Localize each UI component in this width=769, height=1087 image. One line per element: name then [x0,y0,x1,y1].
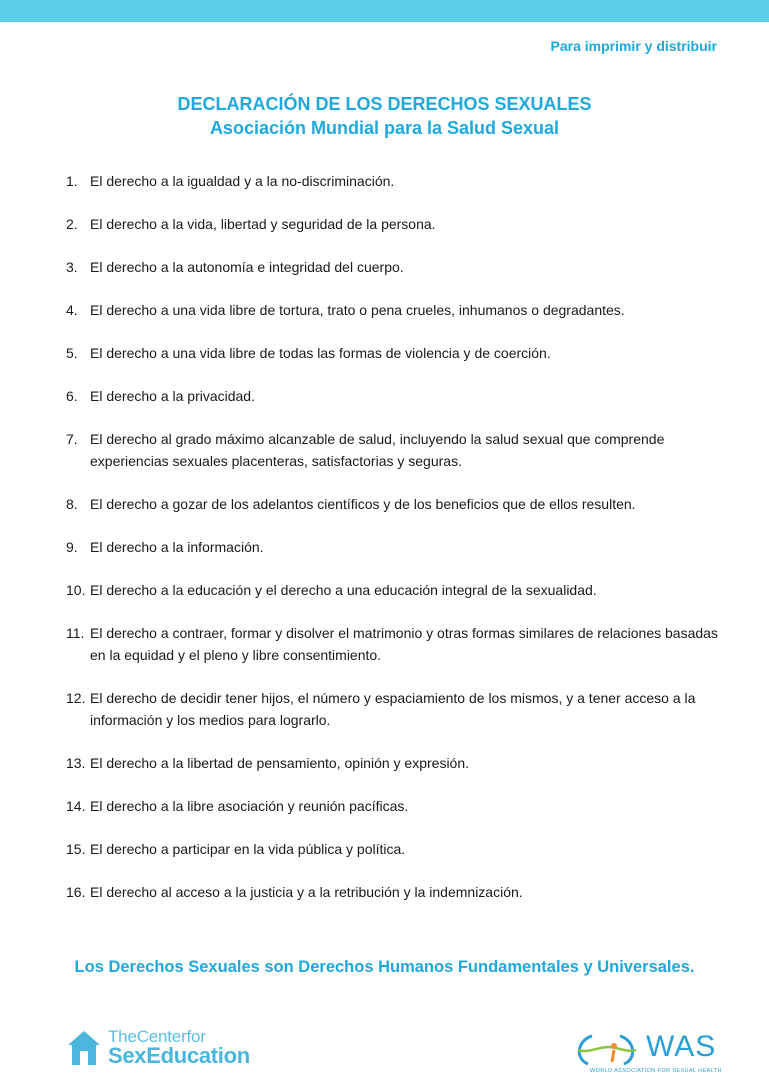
list-item [66,579,726,601]
item-number: 5. [66,345,78,361]
logo-line-1: TheCenterfor [108,1027,206,1046]
center-for-sex-education-logo [66,1028,250,1067]
item-number: 13. [66,755,86,771]
list-item [66,622,726,666]
list-item [66,881,726,903]
item-number: 2. [66,216,78,232]
item-text: El derecho a la información. [90,539,264,555]
item-number: 10. [66,582,86,598]
item-text: El derecho a la igualdad y a la no-discriminación. [90,173,395,189]
item-number: 3. [66,259,78,275]
list-item [66,170,726,192]
item-text: El derecho al acceso a la justicia y a la retribución y la indemnización. [90,884,523,900]
item-text: El derecho a la libre asociación y reunión pacíficas. [90,798,409,814]
print-note: Para imprimir y distribuir [550,38,717,54]
item-text: El derecho a la libertad de pensamiento, opinión y expresión. [90,755,470,771]
list-item [66,795,726,817]
item-text: El derecho a la vida, libertad y seguridad de la persona. [90,216,436,232]
list-item [66,213,726,235]
item-number: 4. [66,302,78,318]
list-item [66,536,726,558]
list-item [66,299,726,321]
list-item [66,385,726,407]
list-item [66,493,726,515]
item-number: 14. [66,798,86,814]
item-number: 8. [66,496,78,512]
item-text: El derecho al grado máximo alcanzable de salud, incluyendo la salud sexual que comprende experiencias sexuales placenteras, satisfactorias y seguras. [90,431,665,469]
item-number: 6. [66,388,78,404]
item-text: El derecho a una vida libre de todas las formas de violencia y de coerción. [90,345,551,361]
item-number: 11. [66,625,85,641]
item-text: El derecho a la autonomía e integridad del cuerpo. [90,259,404,275]
house-icon [66,1029,102,1067]
list-item [66,752,726,774]
item-text: El derecho a contraer, formar y disolver el matrimonio y otras formas similares de relaciones basadas en la equidad y el pleno y libre consentimiento. [90,625,718,663]
item-text: El derecho a gozar de los adelantos científicos y de los beneficios que de ellos resulten. [90,496,636,512]
logo-line-2: SexEducation [108,1043,250,1068]
item-number: 1. [66,173,78,189]
was-logo [570,1030,730,1080]
item-number: 9. [66,539,78,555]
was-emblem-icon [570,1032,644,1068]
list-item [66,838,726,860]
item-number: 16. [66,884,86,900]
list-item [66,342,726,364]
was-wordmark: WAS [646,1030,717,1063]
item-text: El derecho a una vida libre de tortura, trato o pena crueles, inhumanos o degradantes. [90,302,625,318]
item-text: El derecho a la educación y el derecho a una educación integral de la sexualidad. [90,582,597,598]
document-title [0,92,769,140]
closing-statement: Los Derechos Sexuales son Derechos Humanos Fundamentales y Universales. [74,958,695,976]
item-number: 12. [66,690,86,706]
list-item [66,256,726,278]
list-item [66,687,726,731]
item-number: 15. [66,841,86,857]
item-text: El derecho de decidir tener hijos, el número y espaciamiento de los mismos, y a tener acceso a la información y los medios para lograrlo. [90,690,696,728]
rights-list [66,170,726,924]
item-text: El derecho a participar en la vida pública y política. [90,841,406,857]
title-line-1: DECLARACIÓN DE LOS DERECHOS SEXUALES [177,94,592,114]
item-number: 7. [66,431,78,447]
item-text: El derecho a la privacidad. [90,388,255,404]
was-subtitle: WORLD ASSOCIATION FOR SEXUAL HEALTH [590,1068,722,1074]
top-color-band [0,0,769,22]
title-line-2: Asociación Mundial para la Salud Sexual [209,118,560,138]
list-item [66,428,726,472]
